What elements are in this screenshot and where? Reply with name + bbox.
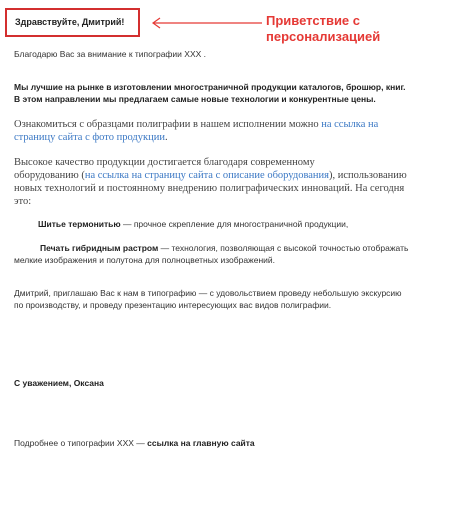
item1-text: — прочное скрепление для многостраничной продукции,: [120, 219, 349, 229]
homepage-link[interactable]: ссылка на главную сайта: [147, 438, 255, 448]
samples-end: .: [164, 132, 168, 143]
quality-line3: новых технологий и постоянному внедрению полиграфических инноваций. На сегодня: [14, 183, 405, 194]
quality-line2-b: ), использованию: [329, 170, 407, 181]
annotation: [266, 13, 446, 45]
equipment-link[interactable]: на ссылка на страницу сайта с описание оборудования: [84, 170, 329, 181]
samples-link-part2[interactable]: страницу сайта с фото продукции: [14, 132, 165, 143]
invite-line1: Дмитрий, приглашаю Вас к нам в типографию — с удовольствием проведу небольшую экскурсию: [14, 288, 402, 298]
samples-paragraph: [14, 118, 454, 144]
item2-text-line1: — технология, позволяющая с высокой точностью отображать: [158, 243, 409, 253]
footer-line: [14, 437, 255, 449]
greeting: Здравствуйте, Дмитрий!: [15, 17, 125, 27]
item-hybrid-raster: [14, 242, 464, 266]
quality-line2-a: оборудованию (: [14, 170, 85, 181]
quality-paragraph: [14, 156, 459, 208]
annotation-line2: персонализацией: [266, 29, 381, 44]
quality-line4: это:: [14, 196, 32, 207]
invite-paragraph: [14, 287, 464, 311]
item2-title: Печать гибридным растром: [40, 243, 159, 253]
intro-text: Благодарю Вас за внимание к типографии ХХХ .: [14, 49, 207, 59]
samples-link-part1[interactable]: на ссылка на: [321, 119, 379, 130]
best-line1: Мы лучшие на рынке в изготовлении многостраничной продукции каталогов, брошюр, книг.: [14, 82, 406, 92]
arrow-left-icon: [150, 17, 265, 29]
item1-title: Шитье термонитью: [38, 219, 121, 229]
invite-line2: по производству, и проведу презентацию интересующих вас видов полиграфии.: [14, 300, 332, 310]
item2-text-line2: мелкие изображения и полутона для полноцветных изображений.: [14, 255, 276, 265]
signoff: С уважением, Оксана: [14, 378, 104, 388]
best-line2: В этом направлении мы предлагаем самые новые технологии и конкурентные цены.: [14, 94, 376, 104]
samples-text: Ознакомиться с образцами полиграфии в нашем исполнении можно: [14, 119, 322, 130]
quality-line1: Высокое качество продукции достигается благодаря современному: [14, 157, 315, 168]
item-thermothread: [38, 218, 348, 230]
best-paragraph: [14, 81, 406, 105]
footer-text: Подробнее о типографии ХХХ —: [14, 438, 148, 448]
annotation-line1: Приветствие с: [266, 13, 361, 28]
